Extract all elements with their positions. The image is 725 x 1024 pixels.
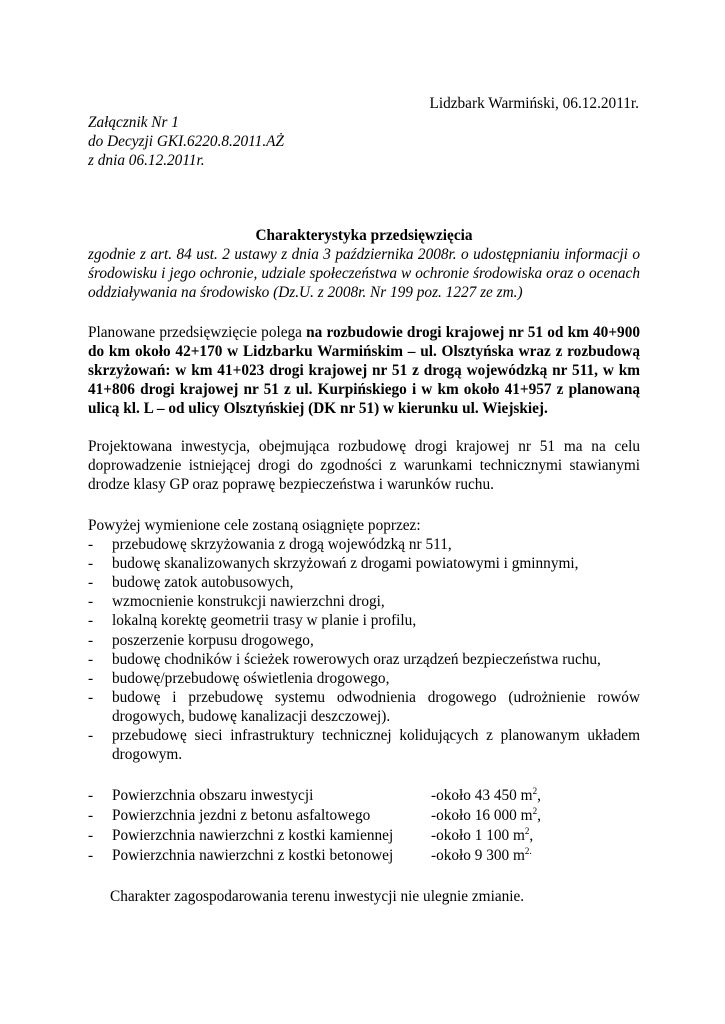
closing-statement: Charakter zagospodarowania terenu inwestycji nie ulegnie zmianie. [110,888,525,905]
goal-item: - budowę zatok autobusowych, [88,573,640,592]
attachment-date: z dnia 06.12.2011r. [88,152,205,169]
area-row [88,786,640,806]
attachment-reference [88,113,284,170]
project-description [88,323,640,419]
area-value: -około 16 000 $m^2$, [431,806,541,824]
project-description-bold: na rozbudowie drogi krajowej nr 51 od km 40+900 do km około 42+170 w Lidzbarku Warmińskim – ul. Olsztyńska wraz z rozbudową skrzyżowań: w km 41+023 drogi krajowej nr 51 z drogą wojewódzką nr 511, w km 41+806 drogi krajowej nr 51 z ul. Kurpińskiego i w km około 41+957 z planowaną ulicą kl. L – od ulicy Olsztyńskiej (DK nr 51) w kierunku ul. Wiejskiej. [88,324,640,418]
goal-item: - budowę chodników i ścieżek rowerowych oraz urządzeń bezpieczeństwa ruchu, [88,650,640,669]
areas-list [88,786,640,866]
goal-item: - poszerzenie korpusu drogowego, [88,631,640,650]
area-label: - Powierzchnia obszaru inwestycji [112,787,314,804]
area-label: - Powierzchnia nawierzchni z kostki betonowej [112,847,394,864]
project-description-lead: Planowane przedsięwzięcie polega [88,324,307,341]
goal-item: - przebudowę sieci infrastruktury technicznej kolidujących z planowanym układem drogowym. [88,726,640,764]
goals-intro: Powyżej wymienione cele zostaną osiągnięte poprzez: [88,517,421,534]
goal-item: - budowę/przebudowę oświetlenia drogowego, [88,669,640,688]
document-title: Charakterystyka przedsięwzięcia [255,227,473,244]
place-date: Lidzbark Warmiński, 06.12.2011r. [429,95,639,112]
goals-list [88,535,640,764]
goal-item: - wzmocnienie konstrukcji nawierzchni drogi, [88,592,640,611]
area-row [88,846,640,866]
goal-item: - lokalną korektę geometrii trasy w planie i profilu, [88,611,640,630]
attachment-number: Załącznik Nr 1 [88,114,179,131]
project-purpose: Projektowana inwestycja, obejmująca rozbudowę drogi krajowej nr 51 ma na celu doprowadzenie istniejącej drogi do zgodności z warunkami technicznymi stawianymi drodze klasy GP oraz poprawę bezpieczeństwa i warunków ruchu. [88,438,640,494]
goal-item: - przebudowę skrzyżowania z drogą wojewódzką nr 511, [88,535,640,554]
area-value: -około 43 450 $m^2$, [431,786,541,804]
area-value: -około 9 300 $m^{2.}$ [431,846,532,864]
legal-basis: zgodnie z art. 84 ust. 2 ustawy z dnia 3 października 2008r. o udostępnianiu informacji o środowisku i jego ochronie, udziale społeczeństwa w ochronie środowiska oraz o ocenach oddziaływania na środowisko (Dz.U. z 2008r. Nr 199 poz. 1227 ze zm.) [88,246,640,302]
area-row [88,806,640,826]
goal-item: - budowę i przebudowę systemu odwodnienia drogowego (udrożnienie rowów drogowych, budowę kanalizacji deszczowej). [88,688,640,726]
goal-item: - budowę skanalizowanych skrzyżowań z drogami powiatowymi i gminnymi, [88,554,640,573]
area-label: - Powierzchnia nawierzchni z kostki kamiennej [112,827,394,844]
area-value: -około 1 100 $m^2$, [431,826,534,844]
attachment-decision: do Decyzji GKI.6220.8.2011.AŻ [88,133,285,150]
area-label: - Powierzchnia jezdni z betonu asfaltowego [112,807,371,824]
area-row [88,826,640,846]
